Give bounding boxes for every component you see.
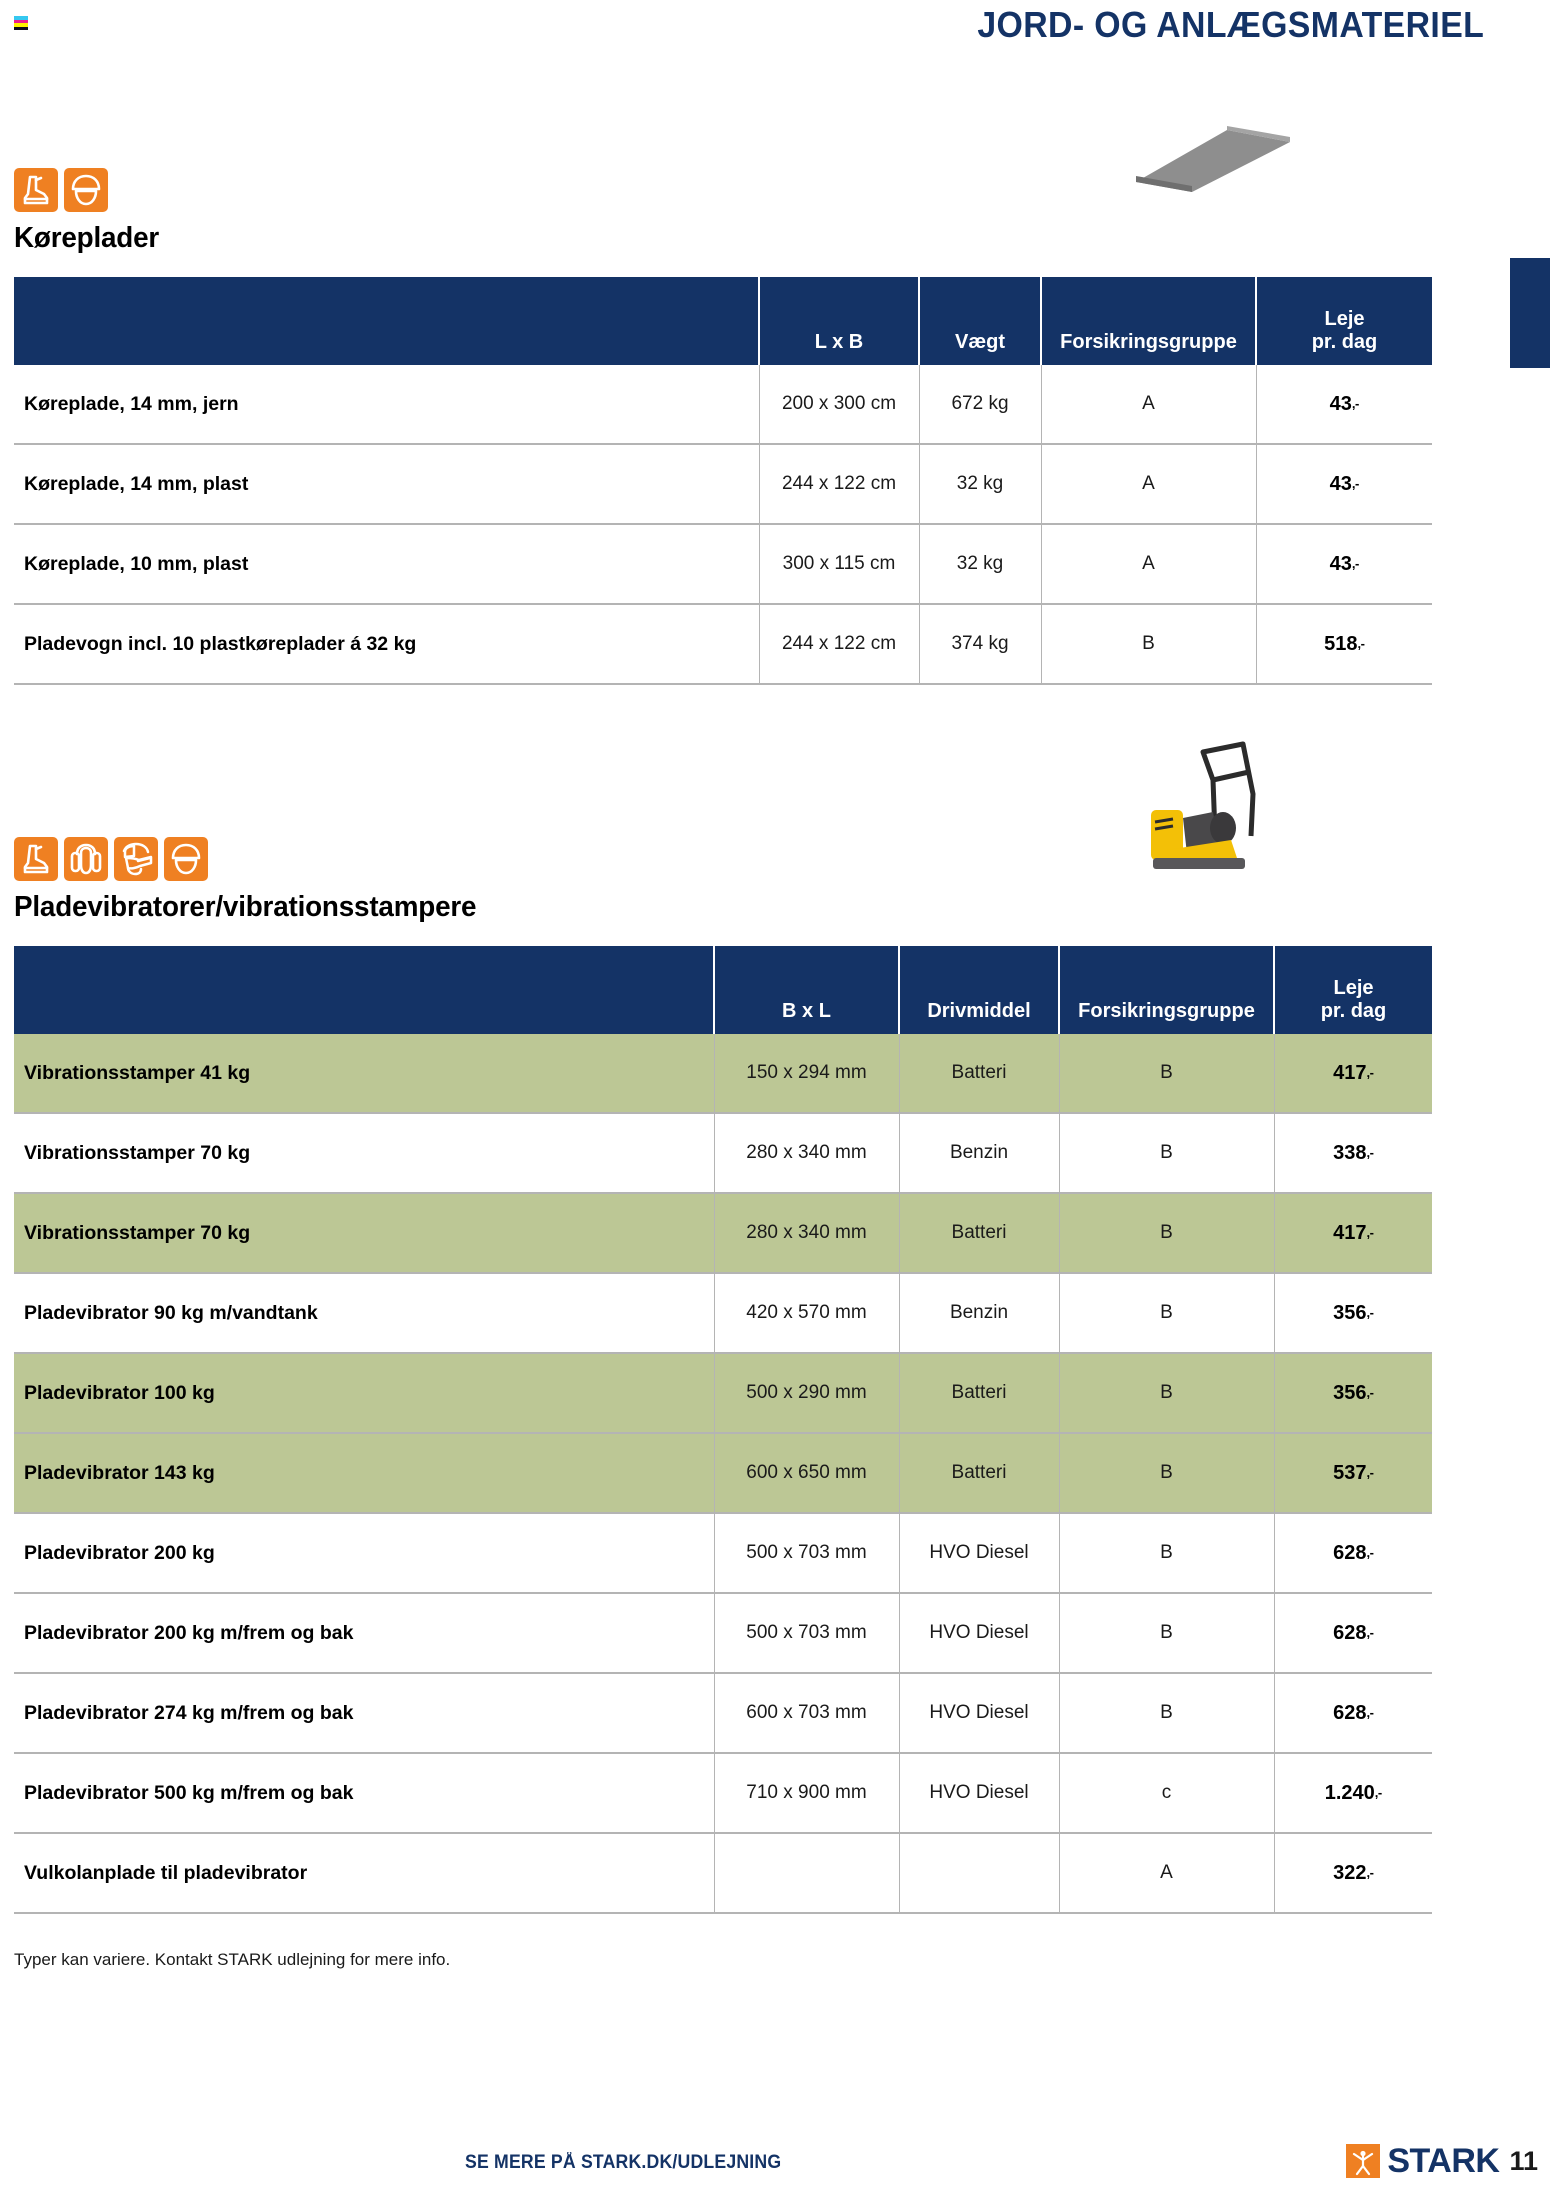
price-suffix: ,- — [1366, 1544, 1374, 1560]
table-body-koreplader — [14, 365, 1432, 684]
th-rent-line1: Leje — [1324, 308, 1365, 331]
page-content — [14, 0, 1432, 1970]
cell-name: Køreplade, 14 mm, jern — [14, 365, 759, 444]
th-name — [14, 277, 759, 365]
table-pladevibratorer — [14, 946, 1432, 1914]
safety-boot-icon — [14, 837, 58, 881]
cell-dimension: 500 x 703 mm — [714, 1593, 899, 1673]
cell-weight: 374 kg — [919, 604, 1041, 684]
price-value: 322 — [1333, 1861, 1367, 1884]
price-value: 518 — [1324, 632, 1358, 655]
cell-fuel: HVO Diesel — [899, 1593, 1059, 1673]
cell-dimension: 300 x 115 cm — [759, 524, 919, 604]
th-rent-per-day — [1256, 277, 1432, 365]
cell-name: Pladevibrator 90 kg m/vandtank — [14, 1273, 714, 1353]
cell-dimension: 280 x 340 mm — [714, 1113, 899, 1193]
cell-insurance-group: A — [1041, 365, 1256, 444]
price-value: 43 — [1329, 472, 1352, 495]
cell-price — [1274, 1113, 1432, 1193]
table-row — [14, 1593, 1432, 1673]
th-insurance-group: Forsikringsgruppe — [1059, 946, 1274, 1034]
cell-insurance-group: B — [1059, 1673, 1274, 1753]
edge-tab-marker — [1510, 258, 1550, 368]
price-value: 43 — [1329, 552, 1352, 575]
price-value: 1.240 — [1324, 1781, 1375, 1804]
cell-insurance-group: c — [1059, 1753, 1274, 1833]
price-value: 537 — [1333, 1461, 1367, 1484]
price-value: 338 — [1333, 1141, 1367, 1164]
table-footnote: Typer kan variere. Kontakt STARK udlejning for mere info. — [14, 1950, 451, 1969]
cell-insurance-group: B — [1059, 1433, 1274, 1513]
cell-dimension — [714, 1833, 899, 1913]
price-suffix: ,- — [1374, 1784, 1382, 1800]
cell-insurance-group: B — [1059, 1273, 1274, 1353]
price-suffix: ,- — [1357, 635, 1365, 651]
cell-fuel: HVO Diesel — [899, 1673, 1059, 1753]
cell-price — [1274, 1193, 1432, 1273]
ppe-icon-row-pladevibratorer — [14, 837, 1432, 881]
cell-dimension: 280 x 340 mm — [714, 1193, 899, 1273]
cell-dimension: 420 x 570 mm — [714, 1273, 899, 1353]
price-suffix: ,- — [1351, 475, 1359, 491]
table-row — [14, 1753, 1432, 1833]
cell-dimension: 500 x 290 mm — [714, 1353, 899, 1433]
price-suffix: ,- — [1366, 1304, 1374, 1320]
th-dimension: B x L — [714, 946, 899, 1034]
cell-name: Vibrationsstamper 70 kg — [14, 1193, 714, 1273]
hard-hat-icon — [164, 837, 208, 881]
cell-weight: 672 kg — [919, 365, 1041, 444]
cell-dimension: 600 x 703 mm — [714, 1673, 899, 1753]
brand-name: STARK — [1387, 2142, 1500, 2180]
cell-price — [1274, 1433, 1432, 1513]
cell-name: Vibrationsstamper 41 kg — [14, 1034, 714, 1113]
price-suffix: ,- — [1366, 1224, 1374, 1240]
th-rent-line1: Leje — [1333, 977, 1374, 1000]
cell-fuel: Benzin — [899, 1113, 1059, 1193]
cell-name: Pladevibrator 200 kg — [14, 1513, 714, 1593]
cell-price — [1256, 604, 1432, 684]
cell-dimension: 244 x 122 cm — [759, 604, 919, 684]
cell-price — [1274, 1353, 1432, 1433]
cell-fuel: Batteri — [899, 1193, 1059, 1273]
price-suffix: ,- — [1366, 1624, 1374, 1640]
cell-dimension: 600 x 650 mm — [714, 1433, 899, 1513]
cell-insurance-group: B — [1059, 1593, 1274, 1673]
brand-block — [1346, 2144, 1538, 2178]
th-rent-line2: pr. dag — [1320, 999, 1387, 1022]
cell-dimension: 710 x 900 mm — [714, 1753, 899, 1833]
cell-price — [1274, 1034, 1432, 1113]
cell-fuel: Batteri — [899, 1433, 1059, 1513]
cell-fuel: Batteri — [899, 1034, 1059, 1113]
cell-insurance-group: B — [1059, 1513, 1274, 1593]
table-row — [14, 1433, 1432, 1513]
cell-name: Pladevibrator 500 kg m/frem og bak — [14, 1753, 714, 1833]
cell-name: Køreplade, 10 mm, plast — [14, 524, 759, 604]
cell-price — [1256, 365, 1432, 444]
cell-name: Køreplade, 14 mm, plast — [14, 444, 759, 524]
price-value: 356 — [1333, 1381, 1367, 1404]
price-value: 356 — [1333, 1301, 1367, 1324]
table-row — [14, 604, 1432, 684]
safety-boot-icon — [14, 168, 58, 212]
price-suffix: ,- — [1366, 1704, 1374, 1720]
cell-dimension: 500 x 703 mm — [714, 1513, 899, 1593]
price-suffix: ,- — [1366, 1864, 1374, 1880]
table-row — [14, 524, 1432, 604]
table-row — [14, 1673, 1432, 1753]
cell-insurance-group: B — [1059, 1193, 1274, 1273]
table-row — [14, 1273, 1432, 1353]
cell-price — [1274, 1673, 1432, 1753]
price-suffix: ,- — [1366, 1384, 1374, 1400]
price-suffix: ,- — [1366, 1464, 1374, 1480]
cell-fuel: Benzin — [899, 1273, 1059, 1353]
price-suffix: ,- — [1351, 555, 1359, 571]
table-row — [14, 1353, 1432, 1433]
cell-name: Vibrationsstamper 70 kg — [14, 1113, 714, 1193]
th-fuel: Drivmiddel — [899, 946, 1059, 1034]
cell-fuel — [899, 1833, 1059, 1913]
cell-insurance-group: B — [1041, 604, 1256, 684]
cell-name: Vulkolanplade til pladevibrator — [14, 1833, 714, 1913]
th-dimension: L x B — [759, 277, 919, 365]
table-row — [14, 1833, 1432, 1913]
cell-weight: 32 kg — [919, 444, 1041, 524]
cell-price — [1274, 1513, 1432, 1593]
cell-dimension: 150 x 294 mm — [714, 1034, 899, 1113]
cell-name: Pladevibrator 100 kg — [14, 1353, 714, 1433]
ppe-icon-row-koreplader — [14, 168, 1432, 212]
page-number: 11 — [1509, 2145, 1538, 2176]
ear-protection-icon — [64, 837, 108, 881]
cell-name: Pladevibrator 274 kg m/frem og bak — [14, 1673, 714, 1753]
page-footer — [0, 2138, 1550, 2178]
price-value: 417 — [1333, 1221, 1367, 1244]
cell-insurance-group: A — [1059, 1833, 1274, 1913]
price-value: 628 — [1333, 1621, 1367, 1644]
section-pladevibratorer — [14, 837, 1432, 1970]
cell-name: Pladevibrator 143 kg — [14, 1433, 714, 1513]
price-value: 628 — [1333, 1541, 1367, 1564]
page-title: JORD- OG ANLÆGSMATERIEL — [977, 4, 1484, 45]
cell-insurance-group: A — [1041, 444, 1256, 524]
cell-fuel: HVO Diesel — [899, 1513, 1059, 1593]
section-title-pladevibratorer: Pladevibratorer/vibrationsstampere — [14, 891, 477, 923]
th-name — [14, 946, 714, 1034]
cell-insurance-group: A — [1041, 524, 1256, 604]
cell-insurance-group: B — [1059, 1034, 1274, 1113]
cell-dimension: 244 x 122 cm — [759, 444, 919, 524]
cell-price — [1274, 1753, 1432, 1833]
price-suffix: ,- — [1366, 1064, 1374, 1080]
cell-fuel: HVO Diesel — [899, 1753, 1059, 1833]
cell-dimension: 200 x 300 cm — [759, 365, 919, 444]
cell-price — [1256, 444, 1432, 524]
th-rent-per-day — [1274, 946, 1432, 1034]
cell-price — [1274, 1593, 1432, 1673]
table-row — [14, 1193, 1432, 1273]
table-row — [14, 444, 1432, 524]
cell-price — [1256, 524, 1432, 604]
table-body-pladevibratorer — [14, 1034, 1432, 1913]
cell-insurance-group: B — [1059, 1113, 1274, 1193]
section-koreplader — [14, 168, 1432, 685]
cell-name: Pladevibrator 200 kg m/frem og bak — [14, 1593, 714, 1673]
th-rent-line2: pr. dag — [1311, 330, 1378, 353]
see-more-link[interactable]: SE MERE PÅ STARK.DK/UDLEJNING — [465, 2152, 782, 2173]
table-header-row — [14, 946, 1432, 1034]
th-weight: Vægt — [919, 277, 1041, 365]
hard-hat-icon — [64, 168, 108, 212]
table-row — [14, 1034, 1432, 1113]
cell-name: Pladevogn incl. 10 plastkøreplader á 32 kg — [14, 604, 759, 684]
cell-insurance-group: B — [1059, 1353, 1274, 1433]
price-value: 628 — [1333, 1701, 1367, 1724]
price-value: 43 — [1329, 392, 1352, 415]
price-value: 417 — [1333, 1061, 1367, 1084]
cell-price — [1274, 1273, 1432, 1353]
cell-weight: 32 kg — [919, 524, 1041, 604]
table-row — [14, 1513, 1432, 1593]
price-suffix: ,- — [1366, 1144, 1374, 1160]
th-insurance-group: Forsikringsgruppe — [1041, 277, 1256, 365]
cell-fuel: Batteri — [899, 1353, 1059, 1433]
table-header-row — [14, 277, 1432, 365]
dust-mask-icon — [114, 837, 158, 881]
section-title-koreplader: Køreplader — [14, 222, 160, 254]
price-suffix: ,- — [1351, 395, 1359, 411]
table-row — [14, 365, 1432, 444]
cell-price — [1274, 1833, 1432, 1913]
table-koreplader — [14, 277, 1432, 685]
stark-logo-icon — [1346, 2144, 1380, 2178]
table-row — [14, 1113, 1432, 1193]
